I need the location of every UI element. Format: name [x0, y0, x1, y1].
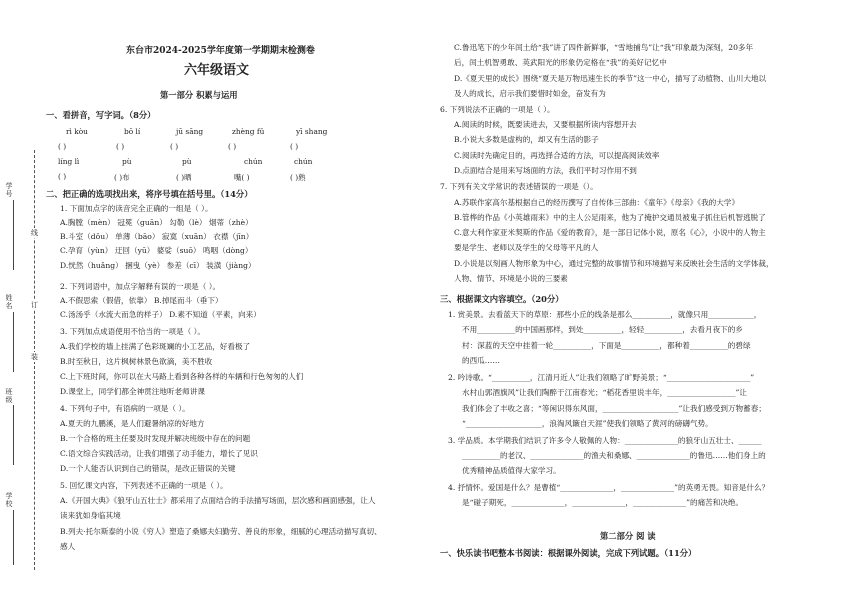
- pinyin-9: chún: [244, 157, 263, 166]
- pinyin-10: chún: [294, 157, 313, 166]
- q7-option-d-line1: D.小说是以刻画人物形象为中心，通过完整的故事情节和环境描写来反映社会生活的文学体裁，: [454, 259, 774, 268]
- pinyin-3: jū sāng: [176, 127, 204, 136]
- binding-mark-bind: 装: [31, 353, 38, 361]
- q3-stem: 3. 下列加点成语使用不恰当的一项是（ ）。: [60, 327, 205, 336]
- answer-box-8[interactable]: ( )晒: [176, 173, 192, 182]
- fill1-line2: 不用__________的中国画那样，到处__________，轻轻__________，去看月夜下的乡: [462, 325, 743, 334]
- part1-heading: 第一部分 积累与运用: [160, 90, 238, 100]
- fill3-line3: 优秀精神品质值得大家学习。: [462, 466, 561, 475]
- fill2-line2: 水村山郭酒旗风”让我们陶醉于江南春光；“稻花香里说丰年，__________________”让: [462, 388, 748, 397]
- fill3-line2: __________的老汉、______________的渔夫和桑娜、______________的鲁迅……他们身上的: [462, 451, 766, 460]
- q5-option-c-line2: 后，闰土机智勇敢、英武阳光的形象仍定格在“我”的美好记忆中: [454, 58, 667, 67]
- fill1-line4: 的西瓜……: [462, 356, 500, 365]
- answer-box-1[interactable]: ( ): [58, 142, 67, 151]
- q5-option-d-line1: D.《夏天里的成长》围绕“夏天是万物迅速生长的季节”这一中心，描写了动植物、山川大地以: [454, 74, 767, 83]
- q1-option-b: B.斗室（dǒu） 单薄（bāo） 寂寞（xuān） 衣襟（jīn）: [60, 232, 254, 241]
- pinyin-4: zhèng fǔ: [232, 127, 265, 136]
- section3-heading: 三、根据课文内容填空。（20分）: [440, 294, 564, 304]
- section1-heading: 一、看拼音，写字词。（8分）: [46, 110, 156, 120]
- q3-option-d: D.课堂上，同学们都全神贯注地听老师讲课: [60, 387, 205, 396]
- q7-option-a: A.苏联作家高尔基根据自己的经历撰写了自传体三部曲：《童年》《母亲》《我的大学》: [454, 198, 740, 207]
- q4-stem: 4. 下列句子中，有语病的一项是（ ）。: [60, 404, 190, 413]
- q2-options-cd: C.汤汤乎（水流大而急的样子） D.素不知道（平素，向来）: [60, 310, 261, 319]
- school-label: 学校: [5, 492, 13, 508]
- q5-option-a-line2: 读来犹如身临其境: [60, 511, 121, 520]
- pinyin-6: líng lì: [58, 157, 80, 166]
- class-label: 班级: [5, 388, 13, 404]
- answer-box-4[interactable]: ( ): [228, 142, 237, 151]
- q4-option-d: D.一个人能否认识到自己的错误，是改正错误的关键: [60, 464, 236, 473]
- student-id-line: [13, 200, 14, 270]
- q7-stem: 7. 下列有关文学常识的表述错误的一项是（）。: [440, 182, 598, 191]
- q6-stem: 6. 下列说法不正确的一项是（ ）。: [440, 105, 555, 114]
- fill1-line1: 1. 赏美景。去看蓝天下的草原：那些小丘的线条是那么__________，就像只用____________，: [448, 310, 762, 319]
- answer-box-7[interactable]: ( )布: [114, 173, 130, 182]
- q5-option-b-line1: B.列夫·托尔斯泰的小说《穷人》塑造了桑娜夫妇勤劳、善良的形象，细腻的心理活动描写真切、: [60, 527, 382, 536]
- fill2-line1: 2. 吟诗歌。“__________，江清月近人”让我们领略了旷野美景；“______________________”: [448, 373, 755, 382]
- section2-heading: 二、把正确的选项找出来，将序号填在括号里。（14分）: [46, 189, 253, 199]
- q3-option-c: C.上下班时间，你可以在大马路上看到各种各样的车辆和行色匆匆的人们: [60, 372, 304, 381]
- fill2-line4: “____________________，浪淘风簸自天涯”使我们领略了黄河的磅礴气势。: [462, 419, 713, 428]
- q7-option-c-line2: 要是学生、老师以及学生的父母等平凡的人: [454, 243, 599, 252]
- answer-box-9[interactable]: 嘴( ): [234, 173, 250, 182]
- q2-options-ab: A.不假思索（假借，依靠） B.掉尾而斗（垂下）: [60, 296, 223, 305]
- reading-section1-heading: 一、快乐读书吧整本书阅读：根据课外阅读，完成下列试题。（11分）: [440, 548, 697, 558]
- pinyin-2: bō lí: [124, 127, 141, 136]
- class-line: [13, 405, 14, 465]
- binding-mark-line: 线: [31, 229, 38, 237]
- fill3-line1: 3. 学品质。本学期我们结识了许多令人敬佩的人物：______________的狼牙山五壮士、______: [448, 436, 762, 445]
- pinyin-1: rì kòu: [66, 127, 88, 136]
- fill1-line3: 村：深蓝的天空中挂着一轮__________，下面是__________，都种着__________的碧绿: [462, 341, 751, 350]
- part2-heading: 第二部分 阅 读: [600, 531, 656, 541]
- q3-option-a: A.我们学校的墙上挂满了色彩斑斓的小工艺品，好看极了: [60, 342, 251, 351]
- school-line: [13, 510, 14, 565]
- q7-option-b: B.管桦的作品《小英雄雨来》中的主人公足雨来，他为了掩护交通员被鬼子抓住后机智逃脱了: [454, 213, 766, 222]
- answer-box-10[interactable]: ( )熟: [290, 173, 306, 182]
- q1-option-d: D.恍然（huǎng） 捆曳（yè） 参差（cī） 装潢（jiàng）: [60, 261, 256, 270]
- q6-option-b: B.小说大多数是虚构的，却又有生活的影子: [454, 135, 599, 144]
- fill4-line2: 是“碰子期死，______________，______________，______________”的痛苦和决绝。: [462, 498, 744, 507]
- q1-option-c: C.孕育（yùn） 迂回（yū） 婆娑（suō） 鸣咽（dòng）: [60, 246, 253, 255]
- q5-option-b-line2: 感人: [60, 542, 76, 551]
- student-id-label: 学号: [5, 182, 13, 198]
- q6-option-d: D.点面结合是用来写场面的方法，我们平时习作用不到: [454, 166, 637, 175]
- q6-option-a: A.阅读的时候，既要读进去，又要根据所读内容想开去: [454, 120, 637, 129]
- q4-option-c: C.语文综合实践活动，让我们增强了动手能力，增长了见识: [60, 449, 258, 458]
- q3-option-b: B.时至秋日，这片枫树林景色欲滴，美不胜收: [60, 357, 213, 366]
- q5-option-a-line1: A.《开国大典》《狼牙山五壮士》都采用了点面结合的手法描写场面，层次感和画面感强，让人: [60, 496, 376, 505]
- binding-mark-order: 订: [31, 301, 38, 309]
- q4-option-b: B.一个合格的班主任要及时发现并解决班级中存在的问题: [60, 434, 251, 443]
- q7-option-c-line1: C.意大利作家亚米契斯的作品《爱的教育》，是一部日记体小说，原名《心》，小说中的人物主: [454, 228, 766, 237]
- answer-box-6[interactable]: ( ): [58, 172, 67, 181]
- q6-option-c: C.阅读时先确定目的，再选择合适的方法，可以提高阅读效率: [454, 151, 660, 160]
- pinyin-7: pù: [122, 157, 132, 166]
- q2-stem: 2. 下列词语中，加点字解释有误的一项是（ ）。: [60, 282, 221, 291]
- pinyin-5: yī shang: [296, 127, 328, 136]
- q7-option-d-line2: 人物、情节、环境是小说的三要素: [454, 274, 568, 283]
- answer-box-5[interactable]: ( ): [290, 142, 299, 151]
- q5-stem: 5. 回忆课文内容，下列表述不正确的一项是（ ）。: [60, 481, 228, 490]
- exam-title: 东台市2024-2025学年度第一学期期末检测卷: [126, 46, 315, 56]
- name-label: 姓名: [5, 294, 13, 310]
- fill4-line1: 4. 抒情怀。爱国是什么？是曹植“______________，______________”的英勇无畏。知音是什么？: [448, 483, 770, 492]
- binding-margin: [0, 0, 40, 608]
- q1-option-a: A.胸膛（mèn） 冠冕（guān） 勾勒（lè） 烟蒂（zhè）: [60, 218, 253, 227]
- q4-option-a: A.夏天的九鹏溪，是人们避暑纳凉的好地方: [60, 419, 205, 428]
- q5-option-d-line2: 及人的成长，启示我们要惜时如金，奋发有为: [454, 89, 606, 98]
- q5-option-c-line1: C.鲁迅笔下的少年闰土给“我”讲了四件新鲜事，“雪地捕鸟”让“我”印象最为深刻，20多年: [454, 43, 754, 52]
- answer-box-2[interactable]: ( ): [116, 142, 125, 151]
- q1-stem: 1. 下面加点字的读音完全正确的一组是（ ）。: [60, 204, 213, 213]
- answer-box-3[interactable]: ( ): [170, 142, 179, 151]
- fill2-line3: 我们体会了丰收之喜；“等闲识得东风面，____________________”让我们感受到万物蓄春；: [462, 404, 766, 413]
- name-line: [13, 312, 14, 372]
- pinyin-8: pù: [182, 157, 192, 166]
- subject-title: 六年级语文: [184, 63, 250, 78]
